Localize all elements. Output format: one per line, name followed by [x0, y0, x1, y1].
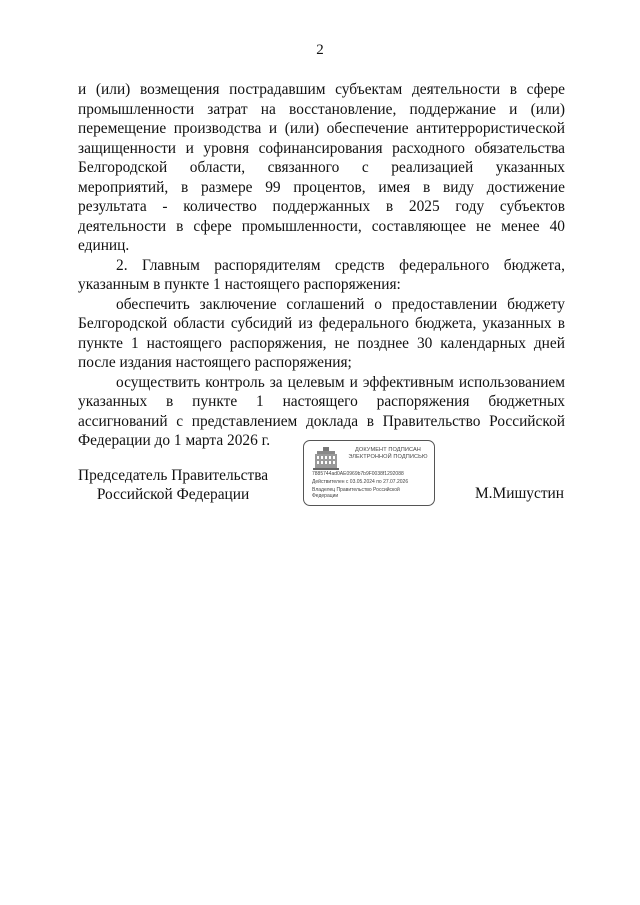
- paragraph-4: осуществить контроль за целевым и эффективным использованием указанных в пункте 1 настоящего распоряжения бюджетных ассигнований с представлением доклада в Правительство Российской Федерации до 1 марта 2026 г.: [78, 373, 565, 449]
- stamp-validity: Действителен с 03.05.2024 по 27.07.2026: [312, 479, 409, 485]
- page-number: 2: [316, 42, 324, 58]
- stamp-owner-line2: Федерации: [312, 493, 339, 499]
- stamp-title-line2: ЭЛЕКТРОННОЙ ПОДПИСЬЮ: [348, 454, 428, 460]
- signatory-position-line2: Российской Федерации: [96, 486, 250, 503]
- signatory-name: М.Мишустин: [475, 485, 565, 502]
- paragraph-3: обеспечить заключение соглашений о предоставлении бюджету Белгородской области субсидий из федерального бюджета, указанных в пункте 1 настоящего распоряжения, не позднее 30 календарных дней после издания настоящего распоряжения;: [78, 295, 565, 371]
- document-body: [78, 80, 565, 451]
- paragraph-2: 2. Главным распорядителям средств федерального бюджета, указанным в пункте 1 настоящего распоряжения:: [78, 256, 565, 293]
- signatory-position-line1: Председатель Правительства: [78, 467, 269, 484]
- stamp-owner-line1: Владелец Правительство Российской: [312, 487, 400, 493]
- government-building-icon: [313, 446, 339, 470]
- paragraph-1: и (или) возмещения пострадавшим субъектам деятельности в сфере промышленности затрат на восстановление, поддержание и (или) перемещение производства и (или) обеспечение антитеррористической защищенности и уровня софинансирования расходного обязательства Белгородской области, связанного с реализацией указанных мероприятий, в размере 99 процентов, имея в виду достижение результата - количество поддержанных в 2025 году субъектов деятельности в сфере промышленности, составляющее не менее 40 единиц.: [78, 81, 565, 254]
- stamp-title-line1: ДОКУМЕНТ ПОДПИСАН: [355, 447, 421, 453]
- electronic-signature-stamp: [303, 440, 435, 506]
- stamp-title: [344, 447, 432, 461]
- signatory-position: [78, 466, 268, 504]
- stamp-certificate: 7885744ad0AE0969b7b9F0038f1292088: [312, 471, 404, 477]
